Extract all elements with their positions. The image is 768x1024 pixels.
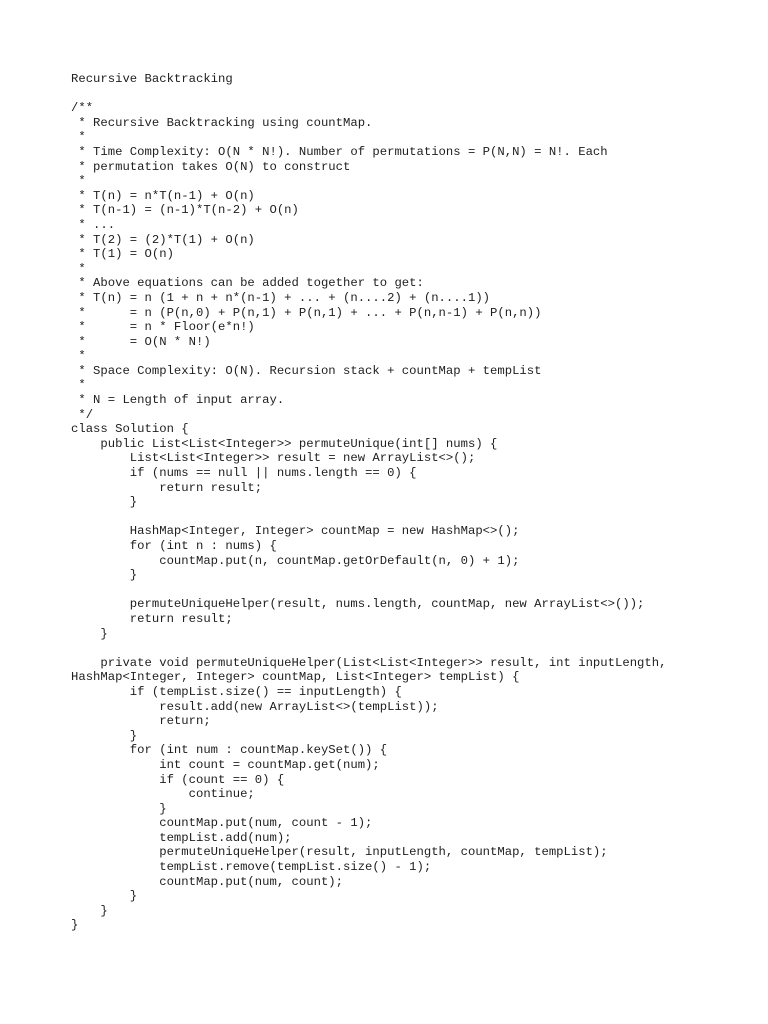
code-line: countMap.put(num, count); (71, 874, 343, 889)
code-line (71, 510, 751, 525)
code-line: } (71, 801, 167, 816)
code-line: */ (71, 407, 94, 422)
code-line: for (int n : nums) { (71, 539, 277, 553)
code-line: HashMap<Integer, Integer> countMap = new HashMap<>(); (71, 524, 520, 539)
code-line: * (71, 349, 86, 364)
code-line: private void permuteUniqueHelper(List<List<Integer>> result, int inputLength, (71, 655, 667, 670)
code-line: * T(n-1) = (n-1)*T(n-2) + O(n) (71, 203, 299, 218)
code-line: if (nums == null || nums.length == 0) { (71, 466, 417, 481)
code-line: countMap.put(n, countMap.getOrDefault(n, 0) + 1); (71, 553, 520, 568)
code-line: * T(1) = O(n) (71, 247, 174, 262)
code-line: * Above equations can be added together to get: (71, 276, 424, 291)
code-line: return; (71, 714, 211, 729)
code-line: return result; (71, 611, 233, 626)
code-line (71, 583, 751, 598)
code-block (71, 101, 751, 933)
code-line: } (71, 918, 79, 933)
code-line: HashMap<Integer, Integer> countMap, List<Integer> tempList) { (71, 670, 520, 685)
code-line: tempList.add(num); (71, 830, 292, 845)
code-line: * N = Length of input array. (71, 393, 285, 408)
code-line: permuteUniqueHelper(result, nums.length, countMap, new ArrayList<>()); (71, 597, 645, 612)
code-line: int count = countMap.get(num); (71, 757, 380, 772)
code-line: * T(n) = n*T(n-1) + O(n) (71, 188, 255, 203)
code-line: * Space Complexity: O(N). Recursion stack + countMap + tempList (71, 363, 542, 378)
code-line: } (71, 889, 138, 904)
code-line: /** (71, 101, 94, 116)
code-line: List<List<Integer>> result = new ArrayList<>(); (71, 451, 476, 466)
code-line: return result; (71, 480, 263, 495)
code-line: } (71, 495, 138, 510)
code-line: if (tempList.size() == inputLength) { (71, 684, 402, 699)
code-line: public List<List<Integer>> permuteUnique(int[] nums) { (71, 436, 498, 451)
code-line: * (71, 261, 86, 276)
code-line: * = n (P(n,0) + P(n,1) + P(n,1) + ... + P(n,n-1) + P(n,n)) (71, 305, 542, 320)
code-line: * ... (71, 217, 116, 232)
code-line: } (71, 903, 108, 918)
code-line: * T(n) = n (1 + n + n*(n-1) + ... + (n....2) + (n....1)) (71, 290, 491, 305)
code-line: continue; (71, 787, 255, 802)
code-line: * Time Complexity: O(N * N!). Number of permutations = P(N,N) = N!. Each (71, 144, 608, 159)
code-line: } (71, 626, 108, 641)
document-title: Recursive Backtracking (71, 72, 233, 86)
code-line: tempList.remove(tempList.size() - 1); (71, 860, 432, 875)
code-line: * = n * Floor(e*n!) (71, 320, 255, 335)
code-line: class Solution { (71, 422, 189, 437)
code-line (71, 641, 751, 656)
code-line: if (count == 0) { (71, 772, 285, 787)
code-line: * (71, 378, 86, 393)
document-page (71, 72, 751, 933)
code-line: } (71, 568, 138, 583)
code-line: } (71, 728, 138, 743)
code-line: countMap.put(num, count - 1); (71, 816, 373, 831)
code-line: * T(2) = (2)*T(1) + O(n) (71, 232, 255, 247)
code-line: for (int num : countMap.keySet()) { (71, 743, 388, 758)
code-line: * Recursive Backtracking using countMap. (71, 115, 373, 130)
code-line: result.add(new ArrayList<>(tempList)); (71, 699, 439, 714)
code-line: * = O(N * N!) (71, 334, 211, 349)
code-line: * permutation takes O(N) to construct (71, 159, 351, 174)
code-line: * (71, 130, 86, 145)
code-line: permuteUniqueHelper(result, inputLength, countMap, tempList); (71, 845, 608, 860)
code-line: * (71, 174, 86, 189)
